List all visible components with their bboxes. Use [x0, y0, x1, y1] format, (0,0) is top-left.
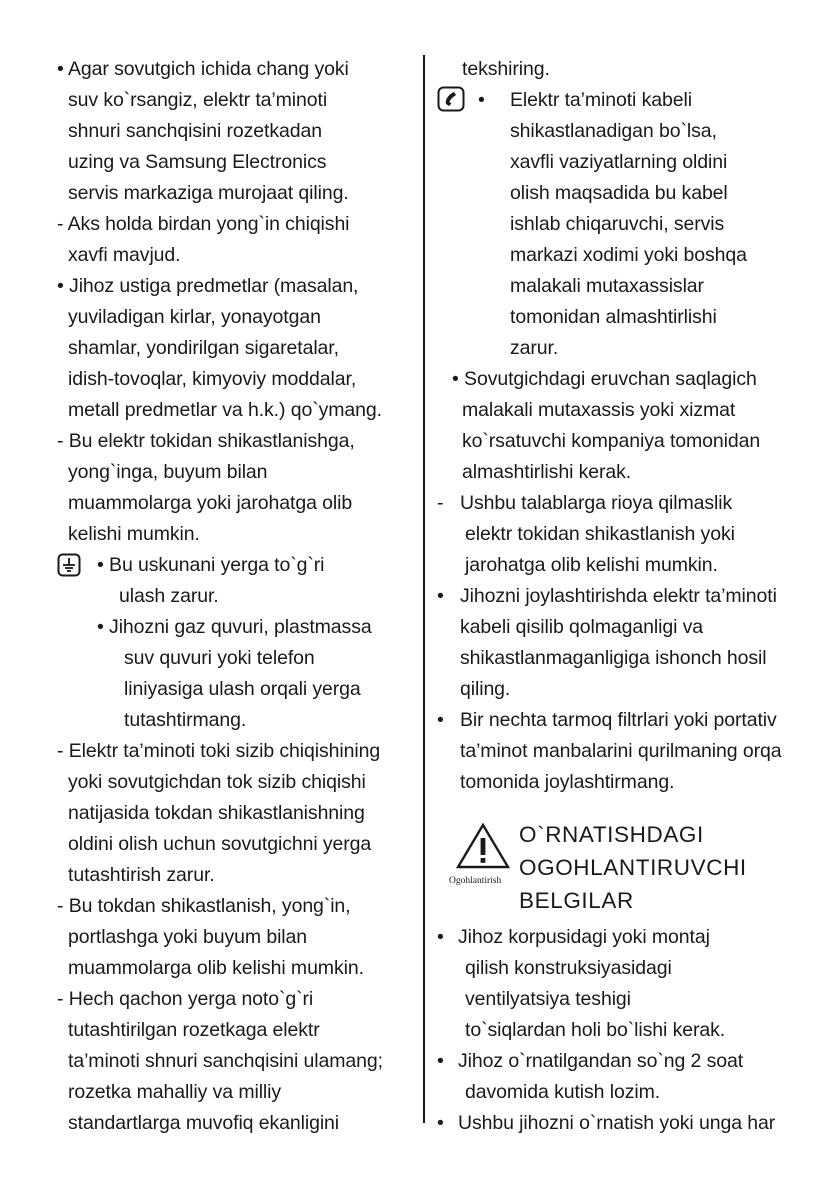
- text-line: - Hech qachon yerga noto`g`ri: [57, 988, 314, 1010]
- text-line: markazi xodimi yoki boshqa: [510, 244, 747, 266]
- text-line: - Elektr ta’minoti toki sizib chiqishining: [57, 740, 381, 762]
- text-line: natijasida tokdan shikastlanishning: [68, 802, 365, 824]
- text-line: suv ko`rsangiz, elektr ta’minoti: [68, 89, 328, 111]
- text-line: qilish konstruksiyasidagi: [465, 957, 672, 979]
- text-line: oldini olish uchun sovutgichni yerga: [68, 833, 372, 855]
- text-line: • Jihoz ustiga predmetlar (masalan,: [57, 275, 359, 297]
- text-line: muammolarga yoki jarohatga olib: [68, 492, 353, 514]
- text-line: elektr tokidan shikastlanish yoki: [465, 523, 735, 545]
- text-line: Jihoz o`rnatilgandan so`ng 2 soat: [458, 1050, 744, 1072]
- text-line: ta’minoti shnuri sanchqisini ulamang;: [68, 1050, 383, 1072]
- text-line: xavfi mavjud.: [68, 244, 181, 266]
- text-line: ventilyatsiya teshigi: [465, 988, 631, 1010]
- phone-icon: [437, 86, 465, 112]
- text-line: shamlar, yondirilgan sigaretalar,: [68, 337, 339, 359]
- text-line: to`siqlardan holi bo`lishi kerak.: [465, 1019, 726, 1041]
- text-line: uzing va Samsung Electronics: [68, 151, 327, 173]
- text-line: tomonidan almashtirlishi: [510, 306, 717, 328]
- text-line: shikastlanadigan bo`lsa,: [510, 120, 717, 142]
- section-heading-line3: BELGILAR: [519, 888, 634, 913]
- text-line: Bir nechta tarmoq filtrlari yoki portativ: [460, 709, 777, 731]
- warning-triangle-icon: [455, 822, 511, 870]
- text-line: muammolarga olib kelishi mumkin.: [68, 957, 364, 979]
- text-line: • Agar sovutgich ichida chang yoki: [57, 58, 349, 80]
- text-line: xavfli vaziyatlarning oldini: [510, 151, 728, 173]
- text-line: • Bu uskunani yerga to`g`ri: [97, 554, 325, 576]
- text-line: ta’minot manbalarini qurilmaning orqa: [460, 740, 782, 762]
- text-line: - Bu elektr tokidan shikastlanishga,: [57, 430, 355, 452]
- text-line: ulash zarur.: [119, 585, 219, 607]
- text-line: almashtirlishi kerak.: [462, 461, 632, 483]
- text-line: standartlarga muvofiq ekanligini: [68, 1112, 340, 1134]
- text-line: • Sovutgichdagi eruvchan saqlagich: [452, 368, 757, 390]
- text-line: rozetka mahalliy va milliy: [68, 1081, 282, 1103]
- text-line: metall predmetlar va h.k.) qo`ymang.: [68, 399, 382, 421]
- text-line: Ushbu jihozni o`rnatish yoki unga har: [458, 1112, 776, 1134]
- text-line: qiling.: [460, 678, 511, 700]
- section-heading-line2: OGOHLANTIRUVCHI: [519, 855, 747, 880]
- text-line: malakali mutaxassis yoki xizmat: [462, 399, 736, 421]
- text-line: suv quvuri yoki telefon: [124, 647, 315, 669]
- text-line: tutashtirish zarur.: [68, 864, 215, 886]
- text-line: yong`inga, buyum bilan: [68, 461, 268, 483]
- text-line: Ushbu talablarga rioya qilmaslik: [460, 492, 733, 514]
- bullet: •: [437, 585, 444, 607]
- warning-icon-caption: Ogohlantirish: [449, 876, 502, 886]
- text-line: jarohatga olib kelishi mumkin.: [465, 554, 718, 576]
- text-line: kabeli qisilib qolmaganligi va: [460, 616, 704, 638]
- text-line: davomida kutish lozim.: [465, 1081, 661, 1103]
- text-line: servis markaziga murojaat qiling.: [68, 182, 349, 204]
- text-line: olish maqsadida bu kabel: [510, 182, 728, 204]
- text-line: - Bu tokdan shikastlanish, yong`in,: [57, 895, 351, 917]
- bullet: •: [478, 89, 485, 111]
- column-divider: [423, 55, 425, 1123]
- text-line: tutashtirmang.: [124, 709, 247, 731]
- text-line: yoki sovutgichdan tok sizib chiqishi: [68, 771, 366, 793]
- bullet: •: [437, 926, 444, 948]
- section-heading-line1: O`RNATISHDAGI: [519, 822, 704, 847]
- bullet: •: [437, 1112, 444, 1134]
- text-line: yuviladigan kirlar, yonayotgan: [68, 306, 321, 328]
- text-line: tomonida joylashtirmang.: [460, 771, 675, 793]
- bullet: •: [437, 709, 444, 731]
- text-line: shikastlanmaganligiga ishonch hosil: [460, 647, 767, 669]
- ground-icon: [57, 553, 81, 577]
- text-line: zarur.: [510, 337, 559, 359]
- text-line: malakali mutaxassislar: [510, 275, 704, 297]
- text-line: Jihoz korpusidagi yoki montaj: [458, 926, 710, 948]
- text-line: ishlab chiqaruvchi, servis: [510, 213, 725, 235]
- text-line: • Jihozni gaz quvuri, plastmassa: [97, 616, 372, 638]
- text-line: shnuri sanchqisini rozetkadan: [68, 120, 322, 142]
- text-line: Elektr ta’minoti kabeli: [510, 89, 692, 111]
- text-line: idish-tovoqlar, kimyoviy moddalar,: [68, 368, 357, 390]
- dash: -: [437, 492, 444, 514]
- text-line: - Aks holda birdan yong`in chiqishi: [57, 213, 350, 235]
- text-line: ko`rsatuvchi kompaniya tomonidan: [462, 430, 761, 452]
- bullet: •: [437, 1050, 444, 1072]
- text-line: liniyasiga ulash orqali yerga: [124, 678, 361, 700]
- text-line: tutashtirilgan rozetkaga elektr: [68, 1019, 320, 1041]
- text-line: tekshiring.: [462, 58, 550, 80]
- text-line: portlashga yoki buyum bilan: [68, 926, 308, 948]
- text-line: kelishi mumkin.: [68, 523, 200, 545]
- text-line: Jihozni joylashtirishda elektr ta’minoti: [460, 585, 777, 607]
